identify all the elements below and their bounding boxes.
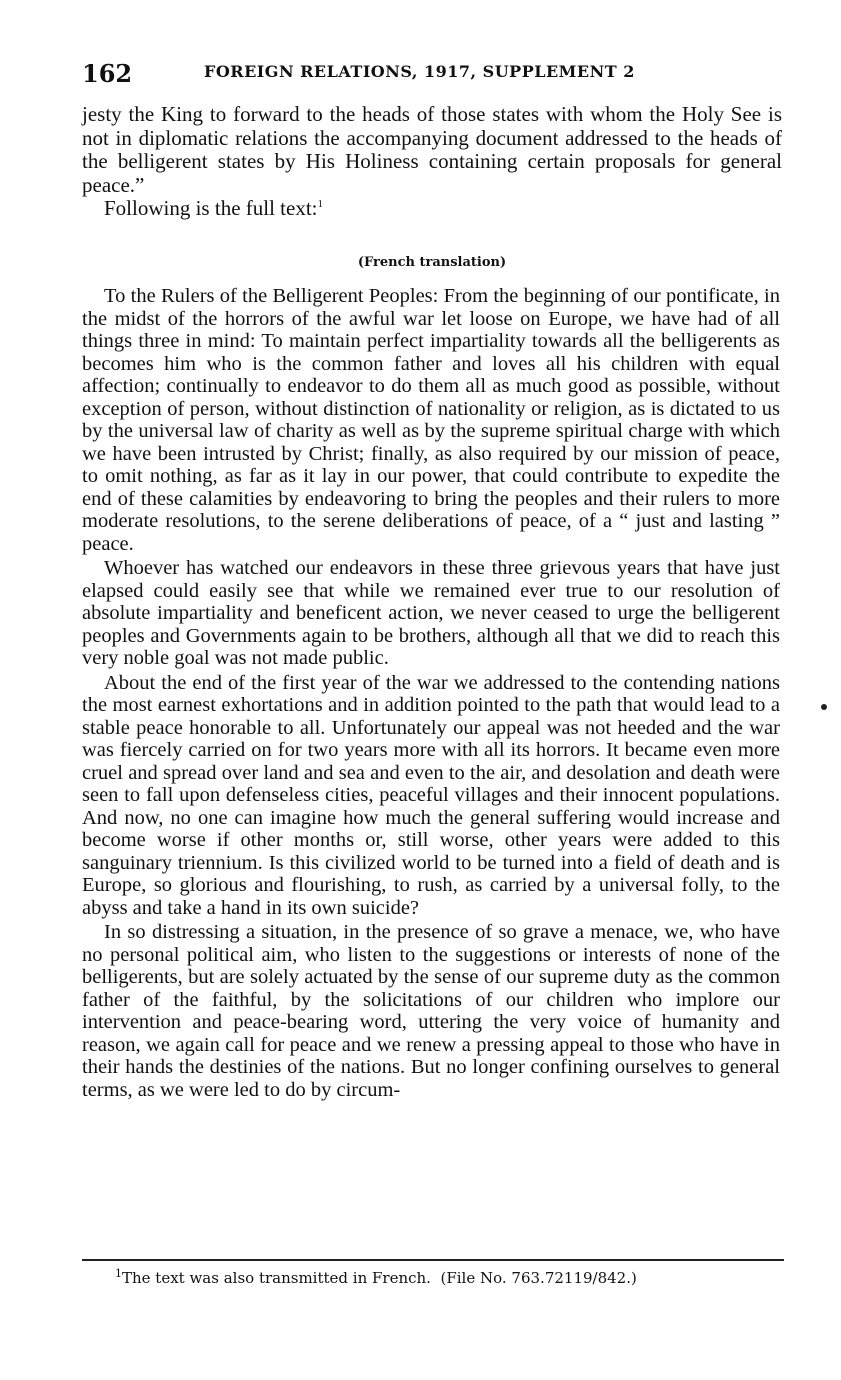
footnote-file-reference: (File No. 763.72119/842.) [440,1269,637,1287]
intro-text [82,103,782,221]
footnote-reference[interactable]: 1 [317,198,323,211]
lead-in-text: Following is the full text: [104,196,318,221]
running-head: FOREIGN RELATIONS, 1917, SUPPLEMENT 2 [204,62,635,81]
intro-paragraph: jesty the King to forward to the heads of those states with whom the Holy See is not in diplomatic relations the accompanying document addressed to the heads of the belligerent states by His Holiness containing certain proposals for general peace.” [82,102,782,197]
letter-text [82,285,780,1103]
footnote-mark: 1 [115,1267,122,1280]
letter-paragraph: To the Rulers of the Belligerent Peoples: From the beginning of our pontificate, in the midst of the horrors of the awful war let loose on Europe, we have had of all things three in mind: To maintain perfect impartiality towards all the belligerents as becomes him who is the common father and loves all his children with equal affection; continually to endeavor to do them all as much good as possible, without exception of person, without distinction of nationality or religion, as is dictated to us by the universal law of charity as well as by the supreme spiritual charge with which we have been intrusted by Christ; finally, as also required by our mission of peace, to omit nothing, as far as it lay in our power, that could contribute to expedite the end of these calamities by endeavoring to bring the peoples and their rulers to more moderate resolutions, to the serene deliberations of peace, of a “ just and lasting ” peace. [82,285,780,555]
footnote-text: The text was also transmitted in French. [122,1269,431,1287]
margin-mark [821,704,827,710]
intro-lead-in [82,197,782,221]
page-header [82,58,782,90]
letter-paragraph: About the end of the first year of the war we addressed to the contending nations the most earnest exhortations and in addition pointed to the path that would lead to a stable peace honorable to all. Unfortunately our appeal was not heeded and the war was fiercely carried on for two years more with all its horrors. It became even more cruel and spread over land and sea and even to the air, and desolation and death were seen to fall upon defenseless cities, peaceful villages and their innocent populations. And now, no one can imagine how much the general suffering would increase and become worse if other months or, still worse, other years were added to this sanguinary triennium. Is this civilized world to be turned into a field of death and is Europe, so glorious and flourishing, to rush, as carried by a universal folly, to the abyss and take a hand in its own suicide? [82,671,780,919]
letter-paragraph: Whoever has watched our endeavors in these three grievous years that have just elapsed could easily see that while we remained ever true to our resolution of absolute impartiality and beneficent action, we never ceased to urge the belligerent peoples and Governments again to be brothers, although all that we did to reach this very noble goal was not made public. [82,557,780,669]
footnote [115,1268,783,1288]
page-number: 162 [82,59,133,88]
letter-paragraph: In so distressing a situation, in the presence of so grave a menace, we, who have no personal political aim, who listen to the suggestions or interests of none of the belligerents, but are solely actuated by the sense of our supreme duty as the common father of the faithful, by the solicitations of our children who implore our intervention and peace-bearing word, uttering the very voice of humanity and reason, we again call for peace and we renew a pressing appeal to those who have in their hands the destinies of the nations. But no longer confining ourselves to general terms, as we were led to do by circum- [82,921,780,1101]
footnote-divider [82,1259,784,1261]
translation-label: (French translation) [357,255,507,270]
